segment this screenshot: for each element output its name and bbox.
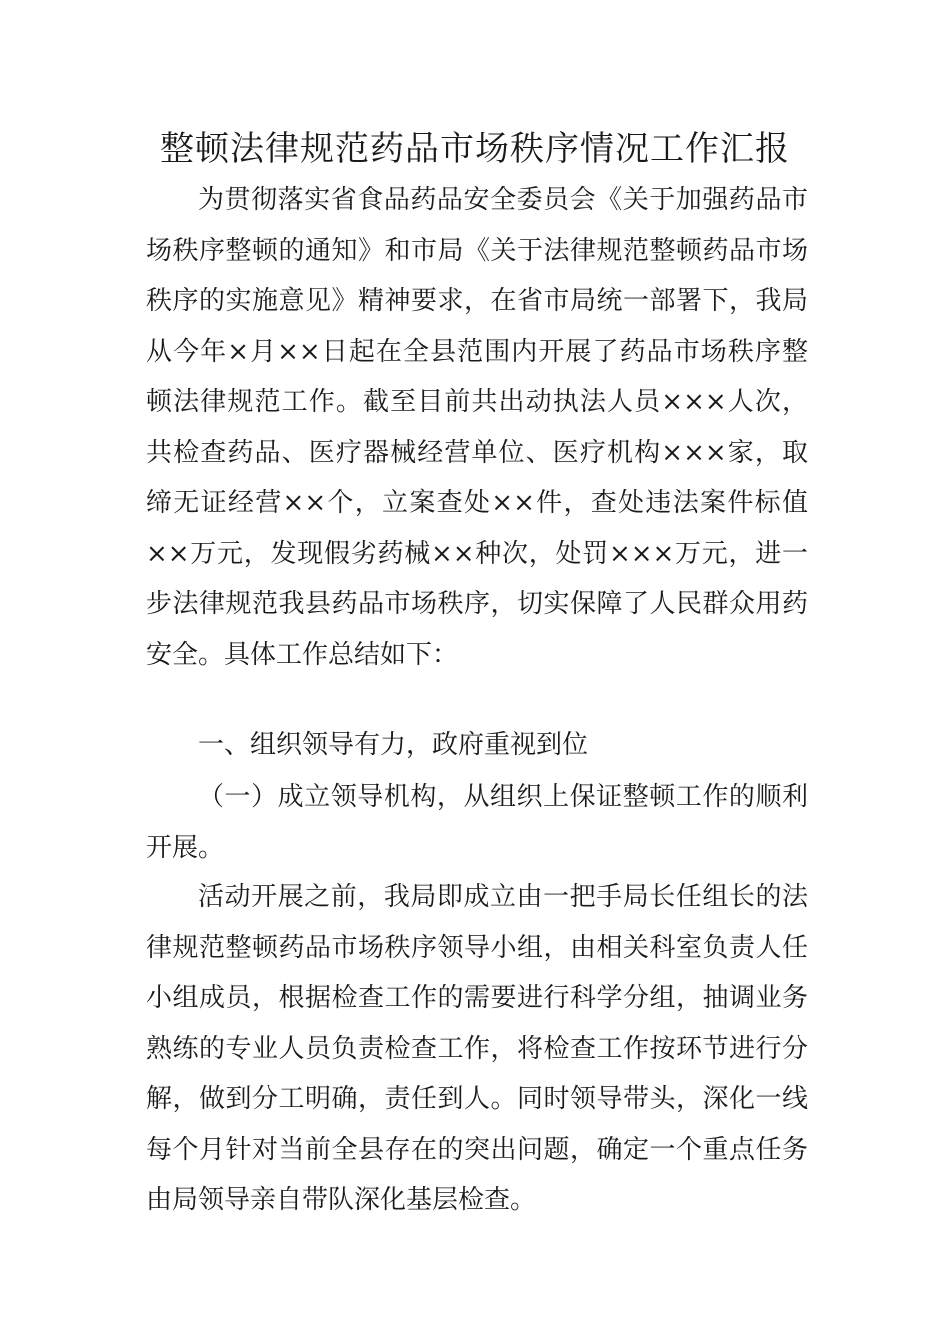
section-heading: 一、组织领导有力，政府重视到位 bbox=[198, 730, 589, 760]
document-title: 整顿法律规范药品市场秩序情况工作汇报 bbox=[160, 129, 790, 169]
subsection-heading: （一）成立领导机构，从组织上保证整顿工作的顺利开展。 bbox=[146, 782, 808, 863]
intro-paragraph: 为贯彻落实省食品药品安全委员会《关于加强药品市场秩序整顿的通知》和市局《关于法律规范整顿药品市场秩序的实施意见》精神要求，在省市局统一部署下，我局从今年×月××日起在全县范围内开展了药品市场秩序整顿法律规范工作。截至目前共出动执法人员×××人次，共检查药品、医疗器械经营单位、医疗机构×××家，取缔无证经营××个，立案查处××件，查处违法案件标值××万元，发现假劣药械××种次，处罚×××万元，进一步法律规范我县药品市场秩序，切实保障了人民群众用药安全。具体工作总结如下： bbox=[146, 185, 808, 670]
subsection-paragraph: 活动开展之前，我局即成立由一把手局长任组长的法律规范整顿药品市场秩序领导小组，由相关科室负责人任小组成员，根据检查工作的需要进行科学分组，抽调业务熟练的专业人员负责检查工作，将检查工作按环节进行分解，做到分工明确，责任到人。同时领导带头，深化一线每个月针对当前全县存在的突出问题，确定一个重点任务由局领导亲自带队深化基层检查。 bbox=[146, 882, 808, 1215]
